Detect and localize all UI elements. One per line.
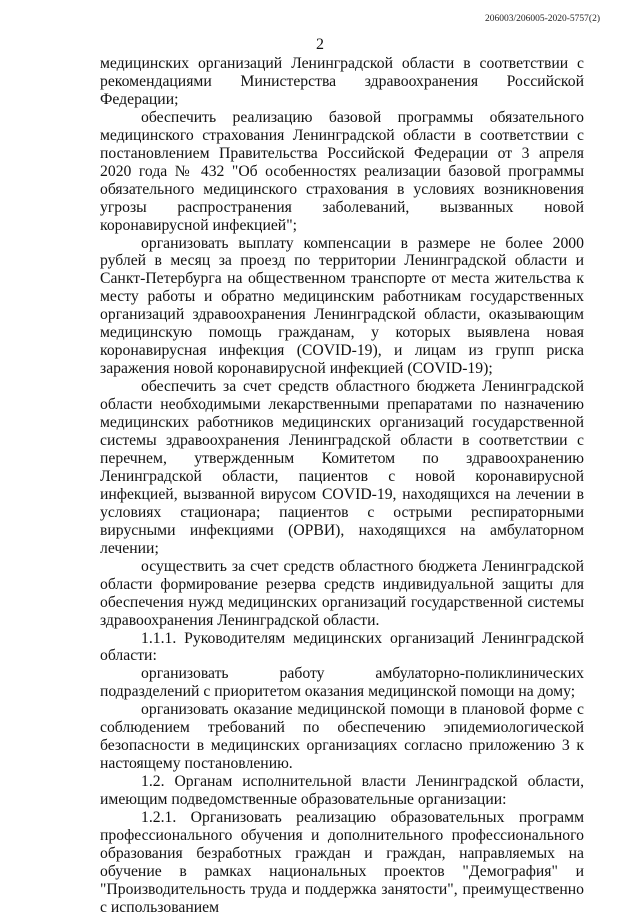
paragraph-continuation: медицинских организаций Ленинградской области в соответствии с рекомендациями Министерства здравоохранения Российской Федерации; bbox=[100, 55, 584, 108]
paragraph-medicines: обеспечить за счет средств областного бюджета Ленинградской области необходимыми лекарственными препаратами по назначению медицинских работников медицинских организаций государственной системы здравоохранения Ленинградской области в соответствии с перечнем, утвержденным Комитетом по здравоохранению Ленинградской области, пациентов с новой коронавирусной инфекцией, вызванной вирусом COVID-19, находящихся на лечении в условиях стационара; пациентов с острыми респираторными вирусными инфекциями (ОРВИ), находящихся на амбулаторном лечении; bbox=[100, 378, 584, 557]
document-code: 206003/206005-2020-5757(2) bbox=[484, 14, 600, 24]
paragraph-oms: обеспечить реализацию базовой программы обязательного медицинского страхования Ленинградской области в соответствии с постановлением Правительства Российской Федерации от 3 апреля 2020 года № 432 "Об особенностях реализации базовой программы обязательного медицинского страхования в условиях возникновения угрозы распространения заболеваний, вызванных новой коронавирусной инфекцией"; bbox=[100, 108, 584, 234]
paragraph-1-1-1: 1.1.1. Руководителям медицинских организаций Ленинградской области: bbox=[100, 629, 584, 665]
page-number: 2 bbox=[316, 36, 324, 53]
paragraph-compensation: организовать выплату компенсации в размере не более 2000 рублей в месяц за проезд по территории Ленинградской области и Санкт-Петербурга на общественном транспорте от места жительства к месту работы и обратно медицинским работникам государственных организаций здравоохранения Ленинградской области, оказывающим медицинскую помощь гражданам, у которых выявлена новая коронавирусная инфекция (COVID-19), и лицам из групп риска заражения новой коронавирусной инфекцией (COVID-19); bbox=[100, 234, 584, 378]
document-body bbox=[100, 55, 584, 917]
paragraph-ppe-reserve: осуществить за счет средств областного бюджета Ленинградской области формирование резерва средств индивидуальной защиты для обеспечения нужд медицинских организаций государственной системы здравоохранения Ленинградской области. bbox=[100, 557, 584, 629]
paragraph-1-2-1: 1.2.1. Организовать реализацию образовательных программ профессионального обучения и дополнительного профессионального образования безработных граждан и граждан, направляемых на обучение в рамках национальных проектов "Демография" и "Производительность труда и поддержка занятости", преимущественно с использованием bbox=[100, 809, 584, 916]
paragraph-1-2: 1.2. Органам исполнительной власти Ленинградской области, имеющим подведомственные образовательные организации: bbox=[100, 773, 584, 809]
paragraph-planned-care: организовать оказание медицинской помощи в плановой форме с соблюдением требований по обеспечению эпидемиологической безопасности в медицинских организациях согласно приложению 3 к настоящему постановлению. bbox=[100, 701, 584, 773]
paragraph-outpatient: организовать работу амбулаторно-поликлинических подразделений с приоритетом оказания медицинской помощи на дому; bbox=[100, 665, 584, 701]
